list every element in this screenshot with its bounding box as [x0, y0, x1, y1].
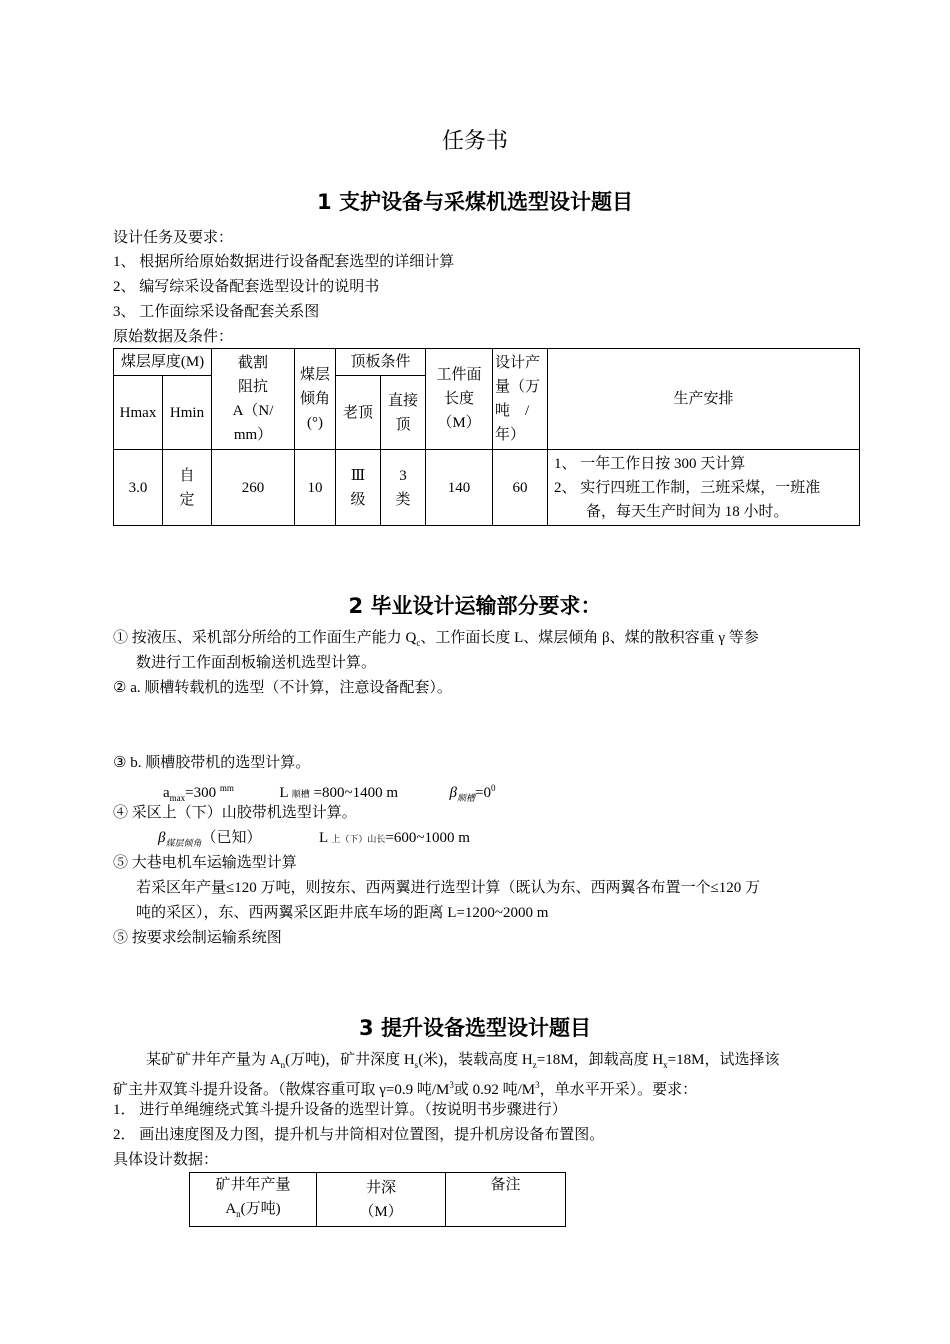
transport-item-3-params: $a_{max}=300$ $^{mm}$ L 顺槽 =800~1400 m $\beta_{顺槽}=0^0$	[163, 783, 496, 803]
task-item: 2、 编写综采设备配套选型设计的说明书	[113, 279, 380, 295]
cell-production-arrangement: 1、 一年工作日按 300 天计算 2、 实行四班工作制，三班采煤，一班准 备，每天生产时间为 18 小时。	[548, 450, 860, 526]
hoist-data-table	[189, 1172, 566, 1227]
hoist-requirement-1: 1． 进行单绳缠绕式箕斗提升设备的选型计算。（按说明书步骤进行）	[113, 1102, 567, 1118]
transport-item-4-params: $\beta_{煤层倾角}$（已知） L 上（下）山长=600~1000 m	[158, 830, 470, 848]
data-label: 原始数据及条件：	[113, 329, 234, 345]
header-direct-roof: 直接 顶	[381, 376, 426, 450]
header-cut-resistance: 截割 阻抗 A（N/ mm）	[212, 349, 295, 450]
hoist-paragraph-line2: 矿主井双箕斗提升设备。（散煤容重可取 γ=0.9 吨$/M^3$或 0.92 吨$/M^3$，单水平开采）。要求：	[113, 1080, 698, 1098]
header-remarks: 备注	[446, 1173, 566, 1227]
transport-item-1: ① 按液压、采机部分所给的工作面生产能力 $Q_c$、工作面长度 L、煤层倾角 β、煤的散积容重 γ 等参	[113, 630, 759, 648]
header-face-length: 工件面 长度 （M）	[426, 349, 493, 450]
header-hmax: Hmax	[114, 376, 163, 450]
transport-item-6: ⑤ 按要求绘制运输系统图	[113, 930, 282, 946]
cell-design-output: 60	[493, 450, 548, 526]
transport-item-5-b: 吨的采区），东、西两翼采区距井底车场的距离 L=1200~2000 m	[136, 905, 549, 921]
transport-item-3: ③ b. 顺槽胶带机的选型计算。	[113, 755, 311, 771]
header-seam-angle: 煤层 倾角 (°)	[295, 349, 336, 450]
transport-item-5: ⑤ 大巷电机车运输选型计算	[113, 855, 297, 871]
transport-item-5-a: 若采区年产量≤120 万吨，则按东、西两翼进行选型计算（既认为东、西两翼各布置一个≤120 万	[136, 880, 760, 896]
cell-face-length: 140	[426, 450, 493, 526]
cell-seam-angle: 10	[295, 450, 336, 526]
section1-heading: 1 支护设备与采煤机选型设计题目	[317, 190, 633, 214]
hoist-requirement-2: 2． 画出速度图及力图，提升机与井筒相对位置图，提升机房设备布置图。	[113, 1127, 605, 1143]
cell-direct-roof: 3 类	[381, 450, 426, 526]
cell-cut-resistance: 260	[212, 450, 295, 526]
header-roof-condition: 顶板条件	[336, 349, 426, 376]
header-annual-output: 矿井年产量 $A_n$(万吨)	[190, 1173, 317, 1227]
cell-hmin: 自 定	[163, 450, 212, 526]
task-label: 设计任务及要求：	[113, 230, 234, 246]
header-hmin: Hmin	[163, 376, 212, 450]
header-shaft-depth: 井深 （M）	[317, 1173, 446, 1227]
cell-hmax: 3.0	[114, 450, 163, 526]
transport-item-1-cont: 数进行工作面刮板输送机选型计算。	[136, 655, 377, 671]
section2-heading: 2 毕业设计运输部分要求：	[348, 594, 602, 618]
section3-heading: 3 提升设备选型设计题目	[359, 1016, 591, 1040]
transport-item-4: ④ 采区上（下）山胶带机选型计算。	[113, 805, 357, 821]
transport-item-2: ② a. 顺槽转载机的选型（不计算，注意设备配套）。	[113, 680, 452, 696]
task-item: 3、 工作面综采设备配套关系图	[113, 304, 320, 320]
document-title: 任务书	[441, 128, 508, 153]
task-item: 1、 根据所给原始数据进行设备配套选型的详细计算	[113, 254, 455, 270]
header-production-arrangement: 生产安排	[548, 349, 860, 450]
original-data-table	[113, 348, 860, 526]
cell-old-roof: Ⅲ 级	[336, 450, 381, 526]
hoist-paragraph-line1: 某矿矿井年产量为 $A_n$(万吨)，矿井深度 $H_s$(米)，装载高度 $H_z=18M$，卸载高度 $H_x=18M$，试选择该	[146, 1052, 780, 1070]
header-old-roof: 老顶	[336, 376, 381, 450]
header-design-output: 设计产 量（万 吨 / 年）	[493, 349, 548, 450]
header-thickness: 煤层厚度(M)	[114, 349, 212, 376]
design-data-label: 具体设计数据：	[113, 1152, 219, 1168]
